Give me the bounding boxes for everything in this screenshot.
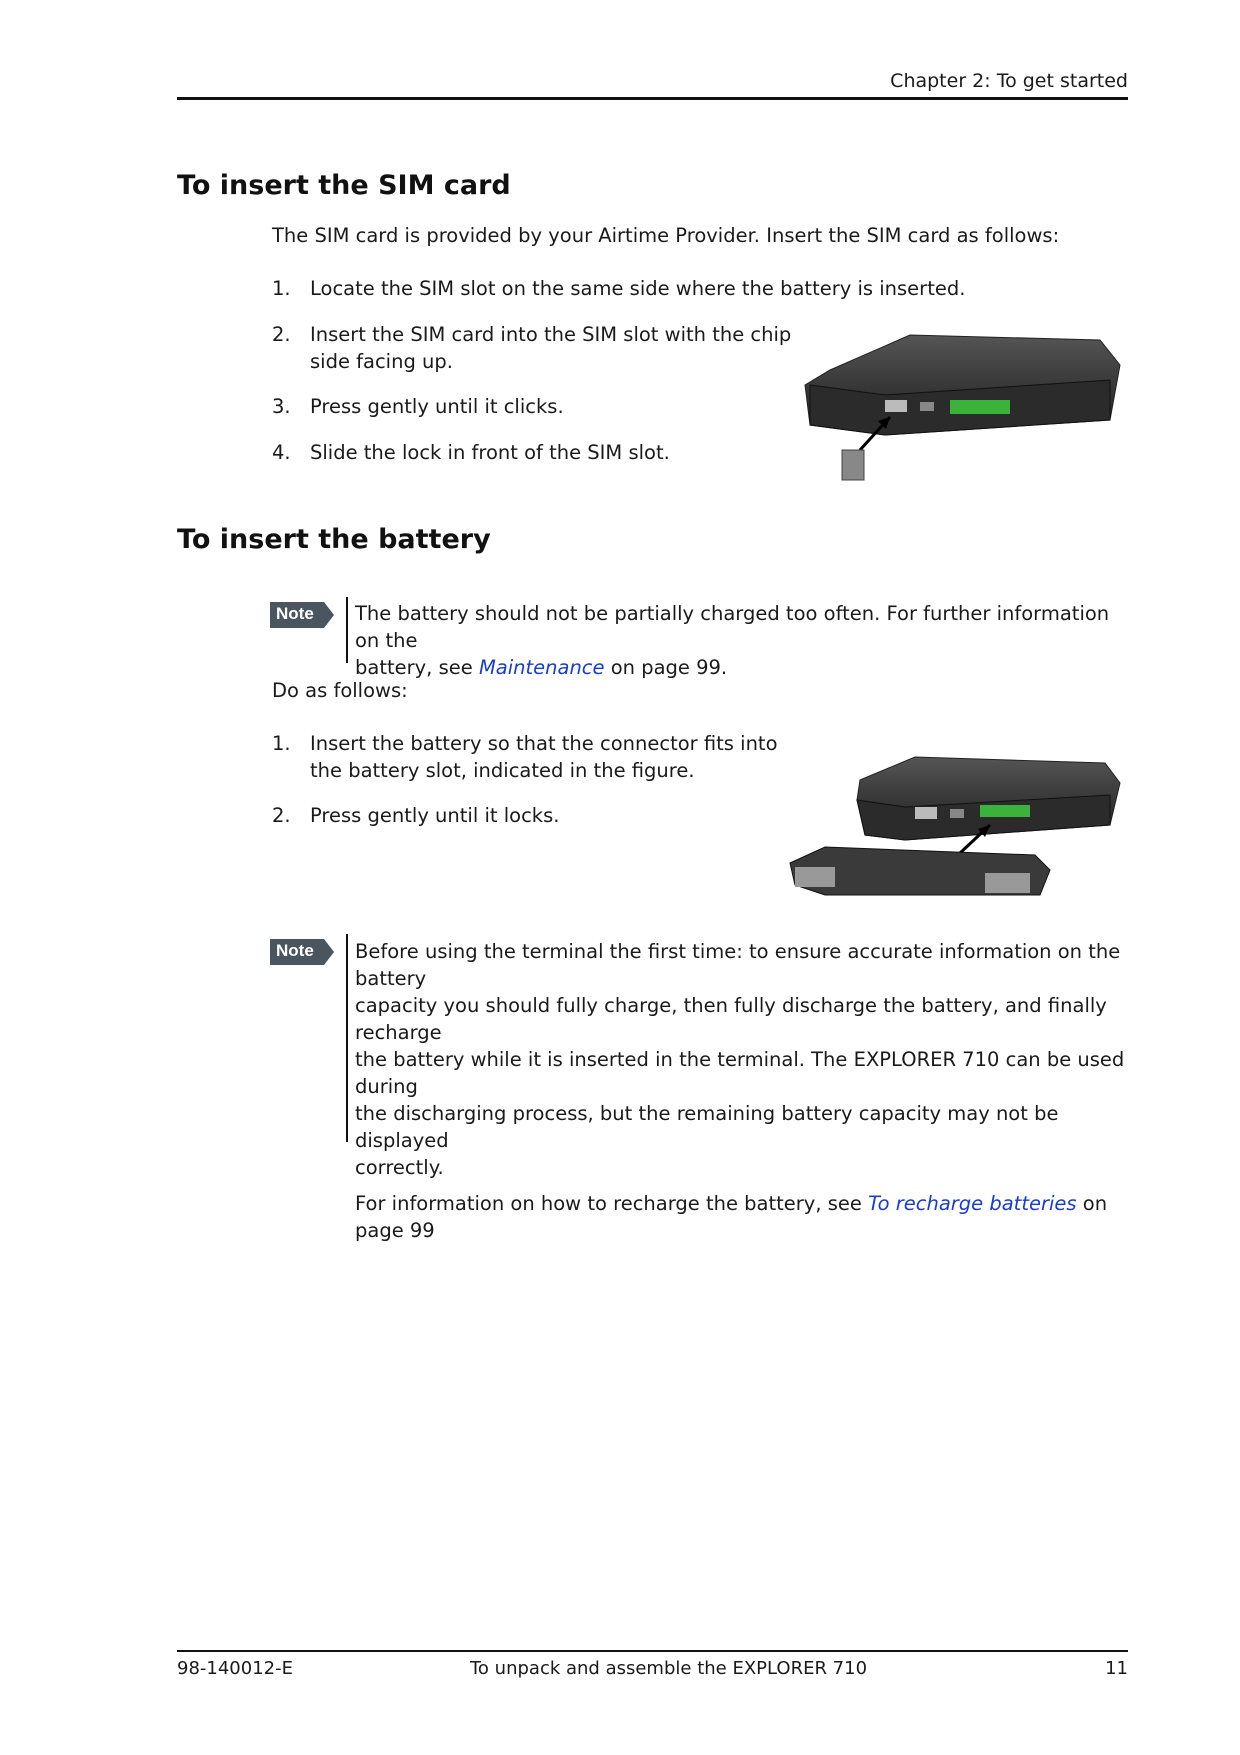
- battery-step-2: [272, 802, 792, 829]
- note1-line2-pre: battery, see: [355, 656, 479, 679]
- sim-step-3: [272, 393, 792, 420]
- recharge-batteries-link[interactable]: To recharge batteries: [868, 1192, 1077, 1215]
- sim-step-1: [272, 275, 1092, 302]
- step-text: Press gently until it locks.: [310, 804, 560, 827]
- note1-line2: [355, 654, 1135, 681]
- step-text-cont: the battery slot, indicated in the figure.: [310, 759, 695, 782]
- sim-slot-illustration: [800, 325, 1130, 485]
- note-bar: [346, 597, 348, 663]
- step-text: Slide the lock in front of the SIM slot.: [310, 441, 670, 464]
- note-bar: [346, 934, 348, 1142]
- sim-step-4: [272, 439, 792, 466]
- note2-line: the discharging process, but the remaining battery capacity may not be displayed: [355, 1102, 1059, 1152]
- note2-para2-line2: page 99: [355, 1219, 435, 1242]
- step-number: 4.: [272, 441, 291, 464]
- maintenance-link[interactable]: Maintenance: [478, 656, 605, 679]
- step-number: 1.: [272, 732, 291, 755]
- step-number: 3.: [272, 395, 291, 418]
- step-number: 2.: [272, 323, 291, 346]
- note1-text: [355, 600, 1135, 681]
- sim-section-title: To insert the SIM card: [177, 170, 511, 201]
- note2-para2-pre: For information on how to recharge the battery, see: [355, 1192, 869, 1215]
- step-text: Insert the battery so that the connector fits into: [310, 732, 778, 755]
- footer-rule: [177, 1650, 1128, 1652]
- note-badge-label: Note: [276, 941, 314, 960]
- note2-para2: [355, 1190, 1135, 1217]
- note-badge-label: Note: [276, 604, 314, 623]
- chapter-header: Chapter 2: To get started: [890, 70, 1128, 92]
- battery-insert-illustration: [785, 745, 1130, 905]
- battery-step-1: [272, 730, 792, 782]
- battery-section-title: To insert the battery: [177, 524, 491, 555]
- page-number: 11: [1105, 1658, 1128, 1679]
- footer-title: To unpack and assemble the EXPLORER 710: [470, 1658, 868, 1679]
- do-as-follows: Do as follows:: [272, 679, 408, 702]
- note2-text: [355, 938, 1135, 1244]
- note2-line: correctly.: [355, 1156, 444, 1179]
- note2-line: the battery while it is inserted in the terminal. The EXPLORER 710 can be used during: [355, 1048, 1125, 1098]
- note1-line1: The battery should not be partially charged too often. For further information on the: [355, 602, 1110, 652]
- sim-step-2: [272, 321, 792, 373]
- note1-line2-post: on page 99.: [604, 656, 728, 679]
- step-number: 2.: [272, 804, 291, 827]
- doc-number: 98-140012-E: [177, 1658, 293, 1679]
- sim-card-icon: [842, 450, 864, 480]
- header-rule: [177, 97, 1128, 100]
- step-number: 1.: [272, 277, 291, 300]
- step-text: Insert the SIM card into the SIM slot with the chip: [310, 323, 792, 346]
- step-text: Press gently until it clicks.: [310, 395, 564, 418]
- note2-para2-post: on: [1076, 1192, 1108, 1215]
- note2-line: capacity you should fully charge, then fully discharge the battery, and finally recharge: [355, 994, 1107, 1044]
- sim-intro: The SIM card is provided by your Airtime Provider. Insert the SIM card as follows:: [272, 224, 1060, 247]
- note2-line: Before using the terminal the first time: to ensure accurate information on the battery: [355, 940, 1121, 990]
- step-text-cont: side facing up.: [310, 350, 453, 373]
- step-text: Locate the SIM slot on the same side where the battery is inserted.: [310, 277, 966, 300]
